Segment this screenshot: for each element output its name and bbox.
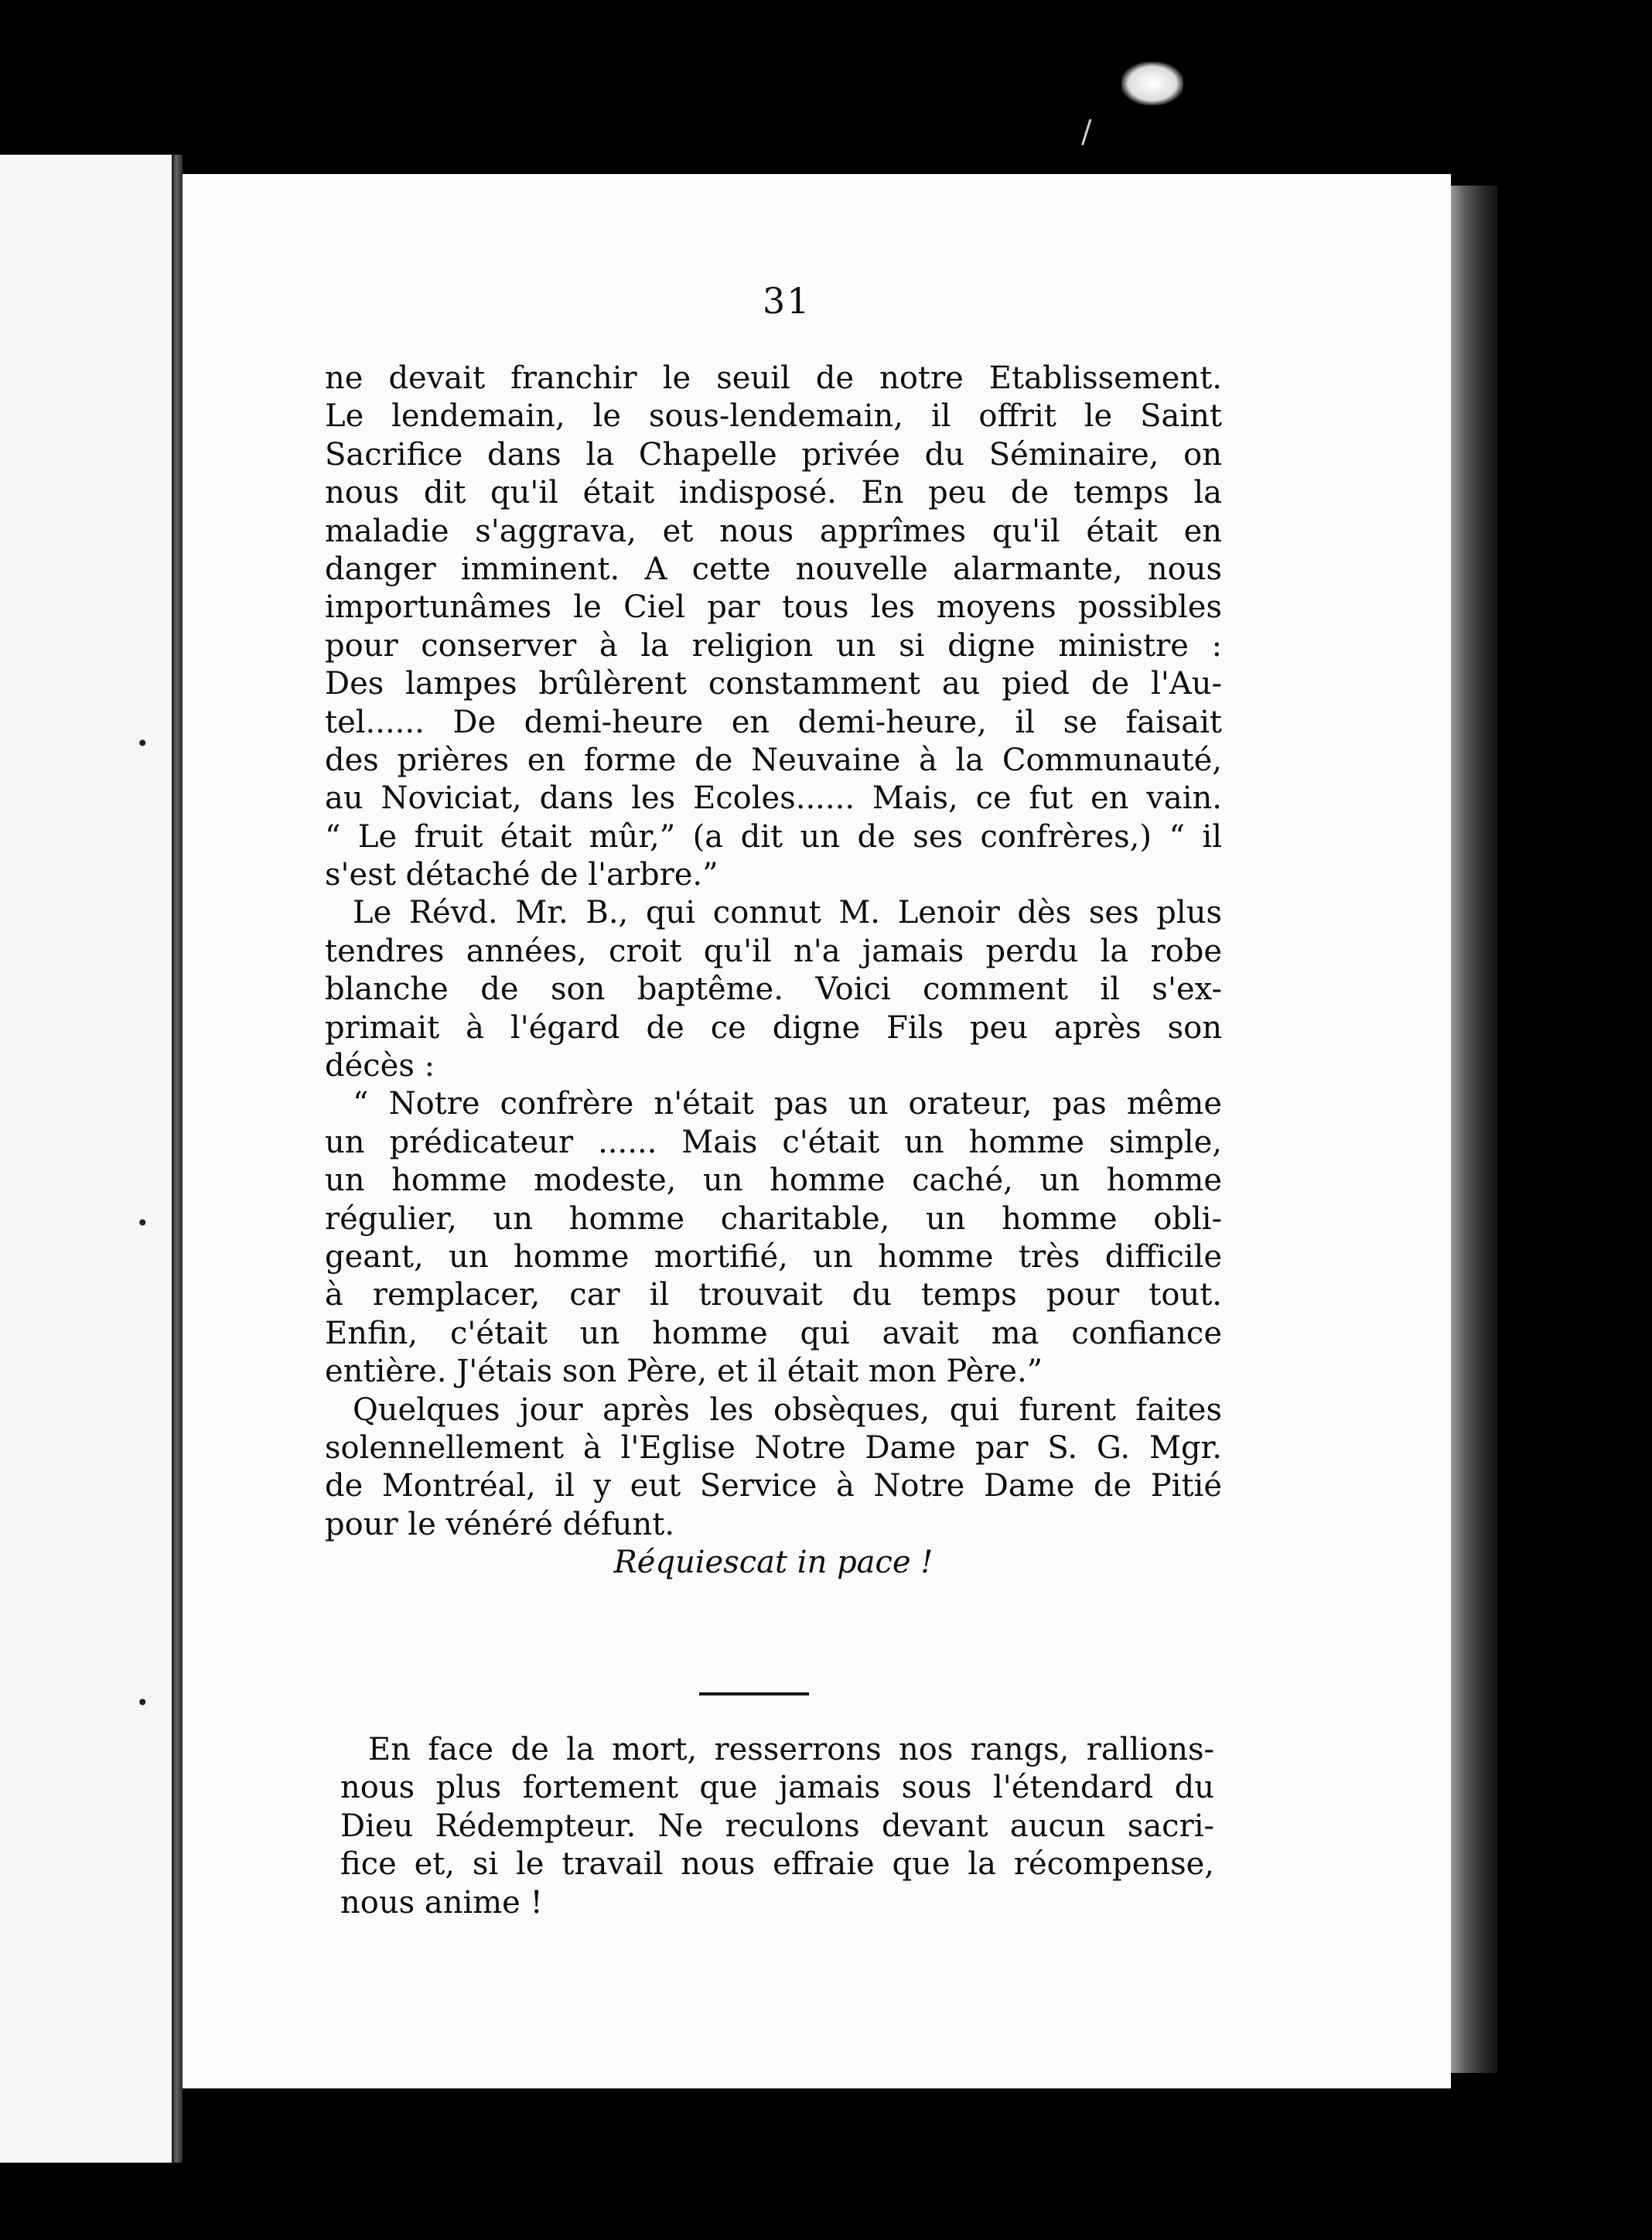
text-line: nous dit qu'il était indisposé. En peu de temps la	[325, 475, 1222, 511]
text-line: “ Le fruit était mûr,” (a dit un de ses confrères,) “ il	[325, 818, 1222, 855]
text-line: régulier, un homme charitable, un homme obli-	[325, 1200, 1222, 1237]
text-line: blanche de son baptême. Voici comment il s'ex-	[325, 971, 1222, 1008]
text-line: décès :	[325, 1048, 435, 1084]
text-line: Dieu Rédempteur. Ne reculons devant aucun sacri-	[340, 1808, 1214, 1844]
text-line: au Noviciat, dans les Ecoles...... Mais, ce fut en vain.	[325, 780, 1222, 817]
page-number: 31	[763, 280, 811, 322]
text-line: geant, un homme mortifié, un homme très difficile	[325, 1238, 1222, 1275]
paragraph-start: En face de la mort, resserrons nos rangs, rallions-	[368, 1732, 1214, 1767]
text-line: Sacrifice dans la Chapelle privée du Séminaire, on	[325, 436, 1222, 473]
body-text	[325, 360, 1222, 1583]
quote-start: “ Notre confrère n'était pas un orateur, pas même	[353, 1086, 1222, 1122]
closing-paragraph	[340, 1731, 1214, 1922]
page-edge	[1451, 186, 1497, 2073]
section-divider	[699, 1692, 809, 1695]
margin-mark: •	[136, 1690, 149, 1716]
text-line: nous plus fortement que jamais sous l'étendard du	[340, 1770, 1214, 1806]
text-line: solennellement à l'Eglise Notre Dame par S. G. Mgr.	[325, 1429, 1222, 1466]
text-line: pour le vénéré défunt.	[325, 1506, 675, 1542]
text-line: maladie s'aggrava, et nous apprîmes qu'il était en	[325, 513, 1222, 549]
left-page	[0, 155, 176, 2163]
margin-mark: •	[136, 1210, 149, 1236]
text-line: Le lendemain, le sous-lendemain, il offrit le Saint	[325, 398, 1222, 435]
text-line: Des lampes brûlèrent constamment au pied de l'Au-	[325, 666, 1222, 702]
text-line: tendres années, croit qu'il n'a jamais perdu la robe	[325, 933, 1222, 969]
paragraph-start: Le Révd. Mr. B., qui connut M. Lenoir dès ses plus	[353, 895, 1222, 931]
text-line: Enfin, c'était un homme qui avait ma confiance	[325, 1315, 1222, 1351]
paragraph-start: Quelques jour après les obsèques, qui furent faites	[353, 1391, 1222, 1428]
text-line: de Montréal, il y eut Service à Notre Dame de Pitié	[325, 1468, 1222, 1504]
text-line: nous anime !	[340, 1884, 543, 1921]
text-line: danger imminent. A cette nouvelle alarmante, nous	[325, 551, 1222, 587]
text-line: fice et, si le travail nous effraie que la récompense,	[340, 1846, 1214, 1883]
dust-speck	[1121, 62, 1183, 105]
text-line: ne devait franchir le seuil de notre Etablissement.	[325, 360, 1222, 396]
book-gutter	[172, 155, 183, 2163]
text-line: à remplacer, car il trouvait du temps pour tout.	[325, 1277, 1222, 1313]
closing-phrase: Réquiescat in pace !	[613, 1545, 934, 1581]
text-line: s'est détaché de l'arbre.”	[325, 857, 718, 893]
text-line: des prières en forme de Neuvaine à la Communauté,	[325, 742, 1222, 778]
text-line: tel...... De demi-heure en demi-heure, il se faisait	[325, 704, 1222, 740]
text-line: primait à l'égard de ce digne Fils peu après son	[325, 1009, 1222, 1046]
text-line: importunâmes le Ciel par tous les moyens possibles	[325, 589, 1222, 626]
scratch-mark: /	[1081, 114, 1092, 150]
text-line: un prédicateur ...... Mais c'était un homme simple,	[325, 1124, 1222, 1160]
text-line: un homme modeste, un homme caché, un homme	[325, 1163, 1222, 1199]
text-line: entière. J'étais son Père, et il était mon Père.”	[325, 1354, 1043, 1390]
text-line: pour conserver à la religion un si digne ministre :	[325, 627, 1222, 664]
margin-mark: •	[136, 731, 149, 756]
